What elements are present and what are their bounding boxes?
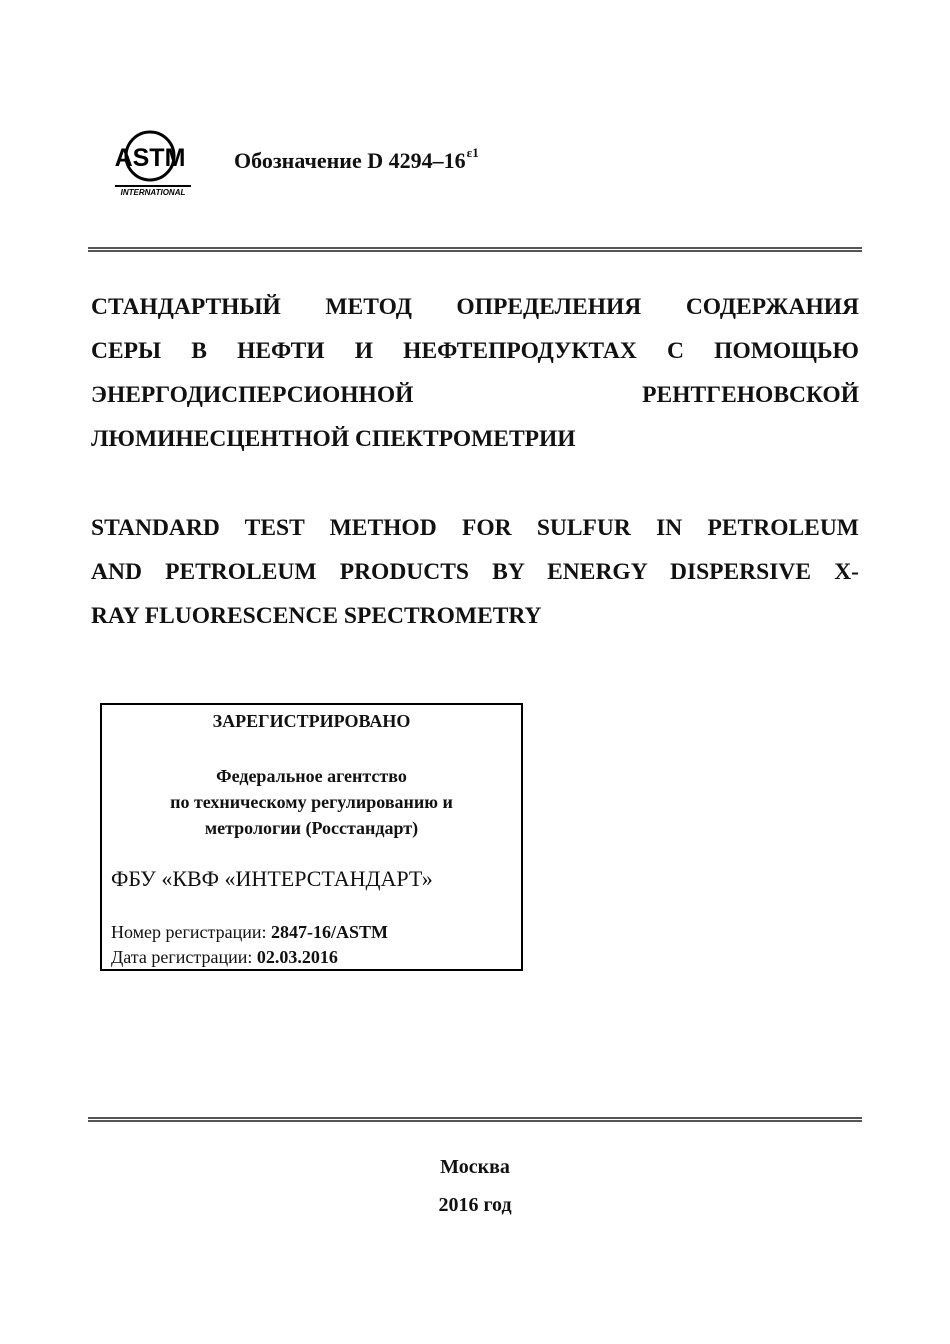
title-ru-line-2: СЕРЫ В НЕФТИ И НЕФТЕПРОДУКТАХ С ПОМОЩЬЮ	[91, 338, 859, 364]
logo-letters: ASTM	[114, 144, 186, 172]
agency-line-1: Федеральное агентство	[216, 766, 407, 786]
title-russian	[91, 285, 859, 461]
logo-subtext: INTERNATIONAL	[120, 188, 186, 197]
bottom-divider	[88, 1117, 862, 1123]
title-en-line-3: RAY FLUORESCENCE SPECTROMETRY	[91, 603, 542, 629]
top-divider	[88, 247, 862, 253]
registration-date-label: Дата регистрации:	[111, 947, 257, 967]
registration-header: ЗАРЕГИСТРИРОВАНО	[212, 711, 411, 731]
title-en-line-1: STANDARD TEST METHOD FOR SULFUR IN PETROLEUM	[91, 515, 859, 541]
registration-number-label: Номер регистрации:	[111, 922, 272, 942]
registration-number-value: 2847-16/ASTM	[271, 922, 389, 942]
agency-line-3: метрологии (Росстандарт)	[204, 818, 419, 838]
registration-date	[111, 945, 388, 970]
designation	[234, 145, 479, 174]
city: Москва	[440, 1156, 510, 1178]
title-ru-line-1: СТАНДАРТНЫЙ МЕТОД ОПРЕДЕЛЕНИЯ СОДЕРЖАНИЯ	[91, 294, 859, 320]
registration-organization: ФБУ «КВФ «ИНТЕРСТАНДАРТ»	[111, 866, 433, 891]
designation-text: Обозначение D 4294–16	[234, 148, 466, 173]
astm-logo	[112, 128, 196, 200]
year: 2016 год	[438, 1194, 512, 1216]
title-english	[91, 506, 859, 638]
registration-agency	[102, 763, 521, 841]
designation-superscript: ε1	[466, 145, 479, 160]
registration-details	[111, 920, 388, 970]
registration-number	[111, 920, 388, 945]
agency-line-2: по техническому регулированию и	[170, 792, 453, 812]
title-en-line-2: AND PETROLEUM PRODUCTS BY ENERGY DISPERSIVE X-	[91, 559, 859, 585]
title-ru-line-4: ЛЮМИНЕСЦЕНТНОЙ СПЕКТРОМЕТРИИ	[91, 426, 576, 452]
title-ru-line-3: ЭНЕРГОДИСПЕРСИОННОЙ РЕНТГЕНОВСКОЙ	[91, 382, 859, 408]
registration-date-value: 02.03.2016	[256, 947, 338, 967]
registration-box	[100, 703, 523, 971]
